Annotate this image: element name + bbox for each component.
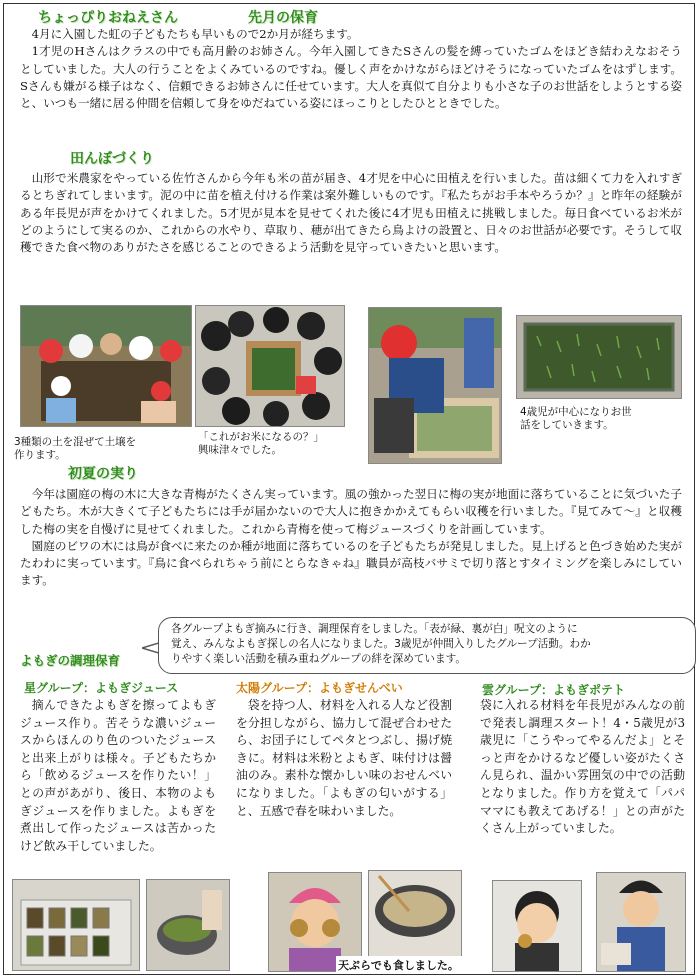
group-sun-body — [236, 697, 452, 820]
group-cloud-text: 袋に入れる材料を年長児がみんなの前で発表し調理スタート！4・5歳児が3歳児に「こうやってやるんだよ」とそっと声をかけるなど優しい姿がたくさん見られ、温かい雰囲気の中での活動となりました。作り方を覚えて「パパママにも教えてあげる！」との声がたくさん上がっていました。 — [480, 698, 685, 836]
section2-body — [20, 170, 682, 256]
photo-child-potato — [492, 880, 582, 972]
caption-rice-line2: 興味津々でした。 — [198, 444, 282, 456]
group-star-title: 星グループ：よもぎジュース — [24, 681, 179, 695]
section2-para: 山形で米農家をやっている佐竹さんから今年も米の苗が届き、4才児を中心に田植えを行いました。苗は細くて力を入れすぎるとちぎれてしまいます。泥の中に苗を植え付ける作業は案外難しいものです。『私たちがお手本やろうか？』と昨年の経験がある年長児が声をかけてくれました。5才児が見本を見せてくれた後に4才児も田植えに挑戦しました。毎日食べているお米がどのようにして実るのか、これからの水やり、草取り、穂が出てきたら鳥よけの設置と、日々のお世話が必要です。そうして収穫できた食べ物のありがたさを感じることのできるよう活動を見守っていきたいと思います。 — [20, 171, 682, 255]
caption-soil-line1: 3種類の土を混ぜて土壌を — [14, 436, 137, 448]
photo-looking-seedlings — [195, 305, 345, 427]
group-sun-text: 袋を持つ人、材料を入れる人など役割を分担しながら、協力して混ぜ合わせたら、お団子にしてペタとつぶし、揚げ焼きに。材料は米粉とよもぎ、味付けは醤油のみ。素朴な懐かしい味のおせんべいになりました。「よもぎの匂いがする」と、五感で春を味わいました。 — [236, 698, 452, 818]
section1-title2: 先月の保育 — [248, 10, 318, 26]
section3-para-2: 園庭のビワの木には鳥が食べに来たのか種が地面に落ちているのを子どもたちが発見しました。見上げると色づき始めた実がたわわに実っています。『鳥に食べられちゃう前にとらなきゃね』職員が高枝バサミで切り落とすタイミングを楽しみにしています。 — [20, 538, 682, 588]
section1-body — [20, 26, 682, 112]
section1-para-2: 1才児のHさんはクラスの中でも高月齢のお姉さん。今年入園してきたSさんの髪を縛っていたゴムをほどき結わえなおそうとしていました。大人の行うことをよくみているのですね。優しく声をかけながらほどけそうになっていたゴムをはずします。Sさんも嫌がる様子はなく、信頼できるお姉さんに任せています。大人を真似て自分よりも小さな子のお世話をしようとする姿と、いつも一緒に居る仲間を信頼して身をゆだねている姿にほっこりとしたひとときでした。 — [20, 44, 683, 111]
caption-rice-line1: 「これがお米になるの？」 — [198, 431, 324, 443]
photo-juice-cups — [12, 879, 140, 971]
photo-boiling — [146, 879, 230, 971]
bubble-line-3: りやすく楽しい活動を積み重ねグループの絆を深めています。 — [171, 653, 466, 665]
caption-soil — [14, 436, 136, 462]
group-cloud-body — [480, 697, 685, 838]
photo-soil-mixing — [20, 305, 192, 427]
group-sun-title: 太陽グループ：よもぎせんべい — [236, 681, 403, 695]
photo-seedling-tray — [516, 315, 682, 399]
section3-para-1: 今年は園庭の梅の木に大きな青梅がたくさん実っています。風の強かった翌日に梅の実が地面に落ちていることに気づいた子どもたち。木が大きくて子どもたちには手が届かないので大人に抱きかかえてもらい収穫を行いました。『見てみて〜』と収穫した梅の実を自慢げに見せてくれました。これから青梅を使って梅ジュースづくりを計画しています。 — [20, 487, 682, 536]
photo-planting-child — [368, 307, 502, 464]
group-star-text: 摘んできたよもぎを擦ってよもぎジュース作り。苦そうな濃いジュースからほんのり色のついたジュースと出来上がりは様々。子どもたちから「飲めるジュースを作りたい！」との声があがり、後日、本物のよもぎジュースを作りました。よもぎを煮出して作ったジュースは苦かったけど飲み干していました。 — [20, 698, 216, 853]
caption-care-line1: 4歳児が中心になりお世 — [520, 406, 632, 418]
caption-care — [520, 406, 632, 432]
tempura-caption: 天ぷらでも食しました。 — [338, 959, 459, 972]
speech-bubble — [158, 617, 696, 674]
section4-title: よもぎの調理保育 — [20, 653, 121, 668]
section2-title: 田んぼづくり — [70, 151, 154, 167]
section1-title: ちょっぴりおねえさん — [38, 10, 178, 26]
bubble-line-1: 各グループよもぎ摘みに行き、調理保育をしました。「表が緑、裏が白」呪文のように — [171, 623, 578, 635]
caption-care-line2: 話をしていきます。 — [520, 419, 614, 431]
section3-title: 初夏の実り — [68, 466, 138, 482]
caption-soil-line2: 作ります。 — [14, 449, 66, 461]
photo-child-cooking — [596, 872, 686, 972]
bubble-line-2: 覚え、みんなよもぎ探しの名人になりました。3歳児が仲間入りしたグループ活動。わか — [171, 638, 591, 650]
group-star-body — [20, 697, 216, 855]
section3-body — [20, 486, 682, 590]
group-cloud-title: 雲グループ：よもぎポテト — [482, 683, 626, 697]
caption-rice — [198, 431, 324, 457]
section1-para-1: 4月に入園した虹の子どもたちも早いもので2か月が経ちます。 — [31, 27, 359, 41]
